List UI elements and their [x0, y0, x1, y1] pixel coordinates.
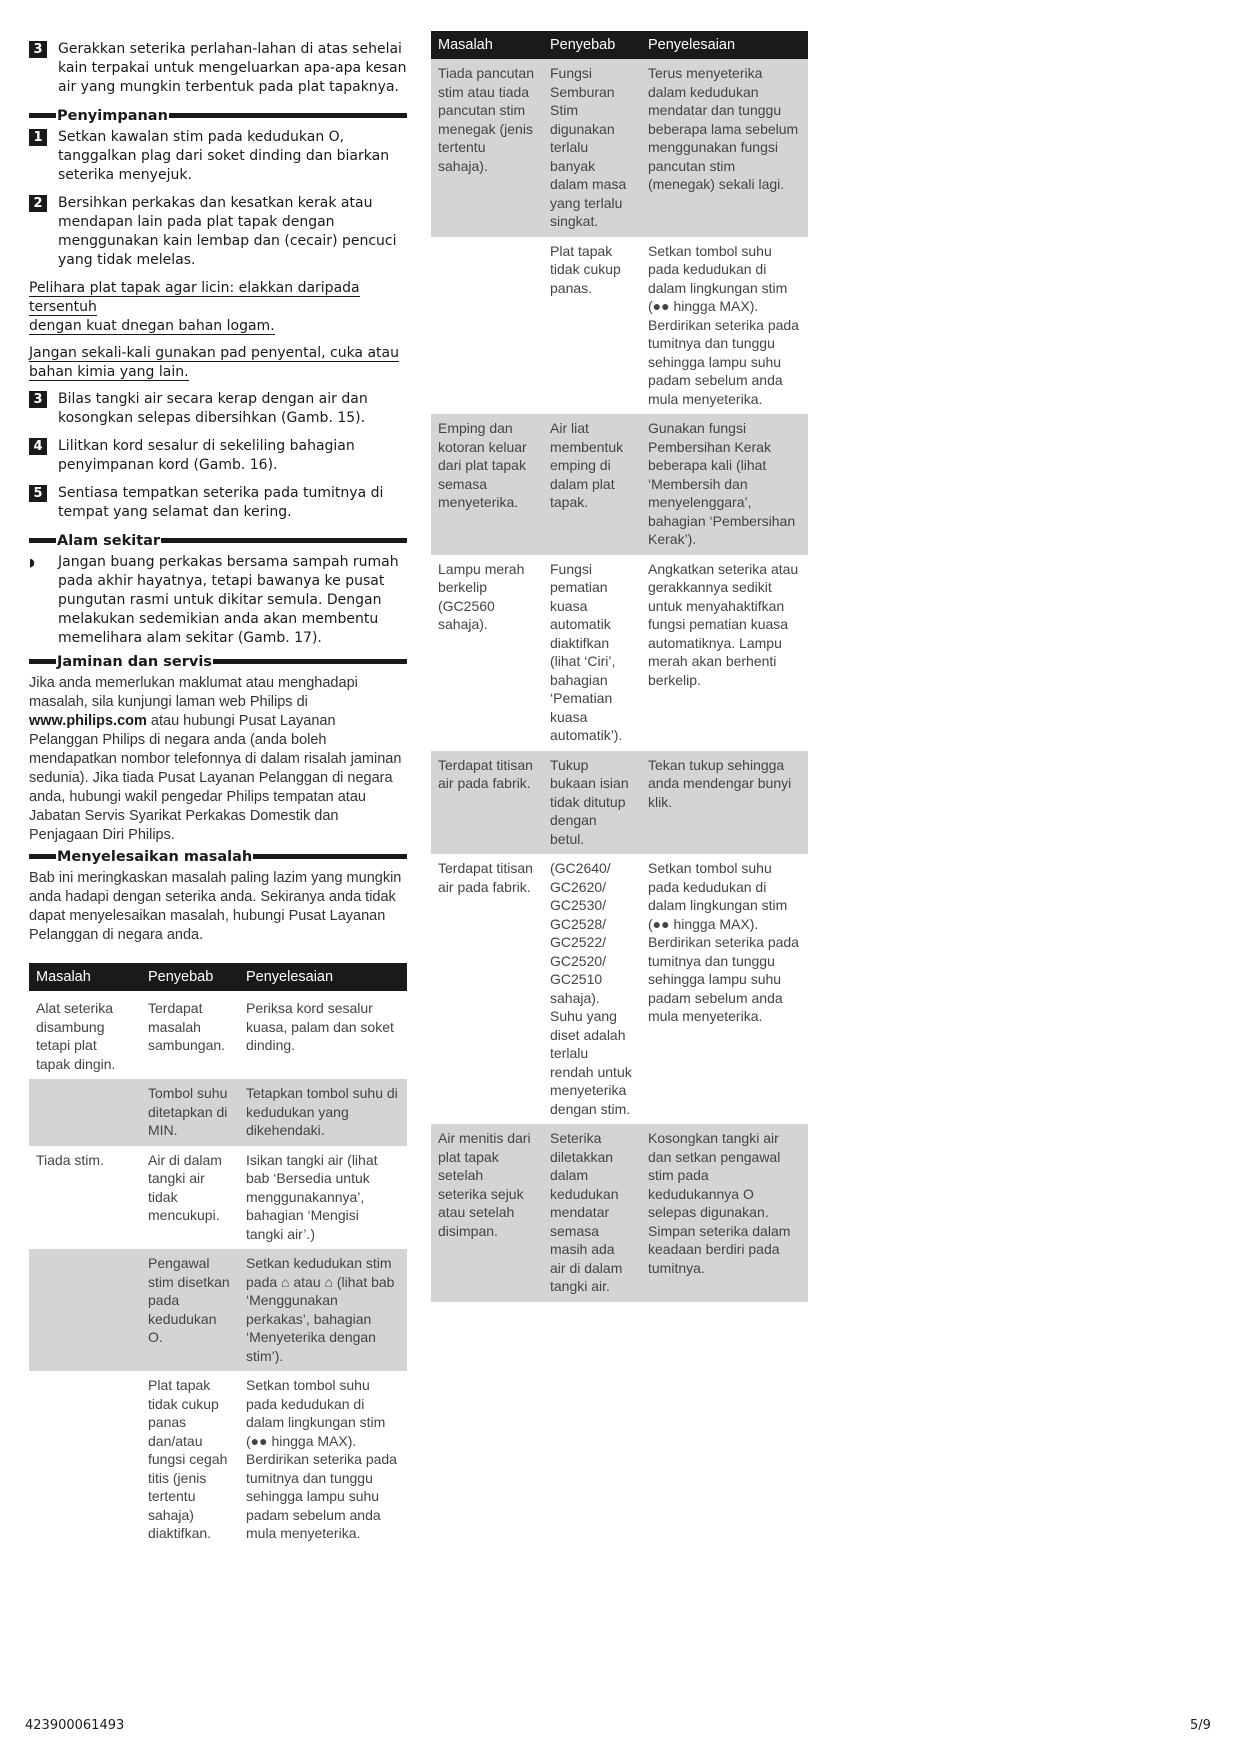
- cell-penyebab: Fungsi Semburan Stim digunakan terlalu banyak dalam masa yang terlalu singkat.: [543, 59, 641, 237]
- cell-penyebab: Air liat membentuk emping di dalam plat tapak.: [543, 414, 641, 555]
- header-masalah: Masalah: [29, 963, 141, 993]
- cell-penyelesaian: Setkan tombol suhu pada kedudukan di dalam lingkungan stim (●● hingga MAX). Berdirikan seterika pada tumitnya dan tunggu sehingga lampu suhu padam sebelum anda mula menyeterika.: [648, 860, 799, 1024]
- step-1: [29, 128, 407, 185]
- heading-bar: [29, 538, 56, 543]
- cell-masalah: [29, 1371, 141, 1549]
- step-5: [29, 484, 407, 522]
- step-number: 3: [29, 41, 47, 58]
- table-row: [431, 237, 808, 415]
- cell-masalah: Terdapat titisan air pada fabrik.: [438, 860, 533, 895]
- troubleshooting-table-right: [431, 31, 808, 1302]
- step-number: 5: [29, 485, 47, 502]
- bullet-icon: ◗: [29, 556, 35, 569]
- cell-penyebab: Air di dalam tangki air tidak mencukupi.: [148, 1151, 222, 1223]
- step-3: [29, 390, 407, 428]
- heading-text: Jaminan dan servis: [57, 653, 212, 670]
- step-text: Setkan kawalan stim pada kedudukan O, tanggalkan plag dari soket dinding dan biarkan seterika menyejuk.: [58, 129, 390, 183]
- cell-penyebab: Pengawal stim disetkan pada kedudukan O.: [141, 1249, 239, 1371]
- note-line: Jangan sekali-kali gunakan pad penyental, cuka atau: [29, 345, 399, 361]
- section-heading-penyimpanan: [29, 106, 407, 125]
- left-column: [29, 40, 407, 1549]
- table-row: [29, 993, 407, 1080]
- note-line: Pelihara plat tapak agar licin: elakkan daripada tersentuh: [29, 280, 360, 315]
- note-line: bahan kimia yang lain.: [29, 364, 189, 380]
- header-penyebab: Penyebab: [543, 31, 641, 59]
- cell-penyelesaian: Isikan tangki air (lihat bab ‘Bersedia untuk menggunakannya’, bahagian ‘Mengisi tangki air’.): [246, 1151, 378, 1242]
- header-penyebab: Penyebab: [141, 963, 239, 993]
- table-row: [29, 1371, 407, 1549]
- header-penyelesaian: Penyelesaian: [239, 963, 407, 993]
- heading-bar: [213, 659, 407, 664]
- cell-penyebab: Terdapat masalah sambungan.: [141, 993, 239, 1080]
- step-text: Bersihkan perkakas dan kesatkan kerak atau mendapan lain pada plat tapak dengan menggunakan kain lembap dan (cecair) pencuci yang tidak melelas.: [58, 195, 397, 268]
- troubleshooting-table-left: [29, 963, 407, 1549]
- heading-text: Penyimpanan: [57, 107, 168, 124]
- cell-penyelesaian: Terus menyeterika dalam kedudukan mendatar dan tunggu beberapa lama sebelum menggunakan fungsi pancutan stim (menegak) sekali lagi.: [641, 59, 808, 237]
- cell-masalah: [29, 1079, 141, 1146]
- cell-penyebab: Tukup bukaan isian tidak ditutup dengan betul.: [543, 751, 641, 855]
- step-2: [29, 194, 407, 270]
- bullet-text: Jangan buang perkakas bersama sampah rumah pada akhir hayatnya, tetapi bawanya ke pusat pungutan rasmi untuk dikitar semula. Dengan melakukan sedemikian anda akan membentu memelihara alam sekitar (Gamb. 17).: [58, 554, 399, 646]
- section-heading-alam-sekitar: [29, 531, 407, 550]
- cell-masalah: Air menitis dari plat tapak setelah seterika sejuk atau setelah disimpan.: [431, 1124, 543, 1302]
- note-scouring: [29, 344, 407, 382]
- cell-masalah: Terdapat titisan air pada fabrik.: [431, 751, 543, 855]
- cell-penyelesaian: Tetapkan tombol suhu di kedudukan yang dikehendaki.: [239, 1079, 407, 1146]
- step-number: 4: [29, 438, 47, 455]
- heading-text: Alam sekitar: [57, 532, 161, 549]
- note-soleplate: [29, 279, 407, 336]
- step-text: Bilas tangki air secara kerap dengan air dan kosongkan selepas dibersihkan (Gamb. 15).: [58, 391, 368, 426]
- step-text: Sentiasa tempatkan seterika pada tumitnya di tempat yang selamat dan kering.: [58, 485, 384, 520]
- troubleshooting-intro: Bab ini meringkaskan masalah paling lazim yang mungkin anda hadapi dengan seterika anda. Sekiranya anda tidak dapat menyelesaikan masalah, hubungi Pusat Layanan Pelanggan di negara anda.: [29, 870, 402, 943]
- cell-masalah: [431, 237, 543, 415]
- heading-bar: [29, 113, 56, 118]
- heading-bar: [161, 538, 407, 543]
- heading-bar: [169, 113, 407, 118]
- table-row: [431, 555, 808, 751]
- table-row: [431, 59, 808, 237]
- warranty-paragraph: [29, 674, 407, 845]
- bullet-environment: [29, 553, 407, 648]
- note-line: dengan kuat dnegan bahan logam.: [29, 318, 275, 334]
- cell-penyelesaian: Setkan tombol suhu pada kedudukan di dalam lingkungan stim (●● hingga MAX). Berdirikan seterika pada tumitnya dan tunggu sehingga lampu suhu padam sebelum anda mula menyeterika.: [648, 242, 799, 407]
- step-text: Lilitkan kord sesalur di sekeliling bahagian penyimpanan kord (Gamb. 16).: [58, 438, 355, 473]
- section-heading-masalah: [29, 847, 407, 866]
- table-row: [431, 854, 808, 1124]
- step-number: 1: [29, 129, 47, 146]
- table-row: [431, 414, 808, 555]
- header-penyelesaian: Penyelesaian: [641, 31, 808, 59]
- table-row: [29, 1079, 407, 1146]
- step-4: [29, 437, 407, 475]
- philips-website-link[interactable]: www.philips.com: [29, 713, 147, 729]
- step-number: 2: [29, 195, 47, 212]
- section-heading-jaminan: [29, 652, 407, 671]
- cell-penyelesaian: Tekan tukup sehingga anda mendengar bunyi klik.: [641, 751, 808, 855]
- heading-bar: [29, 659, 56, 664]
- cell-masalah: Lampu merah berkelip (GC2560 sahaja).: [438, 560, 525, 632]
- cell-penyebab: Seterika diletakkan dalam kedudukan mendatar semasa masih ada air di dalam tangki air.: [543, 1124, 641, 1302]
- cell-masalah: Alat seterika disambung tetapi plat tapak dingin.: [29, 993, 141, 1080]
- page-number: 5/9: [1190, 1718, 1211, 1733]
- cell-masalah: Emping dan kotoran keluar dari plat tapak semasa menyeterika.: [431, 414, 543, 555]
- cell-masalah: Tiada stim.: [36, 1151, 104, 1168]
- warranty-text-post: atau hubungi Pusat Layanan Pelanggan Philips di negara anda (anda boleh mendapatkan nombor telefonnya di dalam risalah jaminan sedunia). Jika tiada Pusat Layanan Pelanggan di negara anda, hubungi wakil pengedar Philips tempatan atau Jabatan Servis Syarikat Perkakas Domestik dan Penjagaan Diri Philips.: [29, 713, 402, 843]
- cell-penyelesaian: Gunakan fungsi Pembersihan Kerak beberapa kali (lihat ‘Membersih dan menyelenggara’, bahagian ‘Pembersihan Kerak’).: [641, 414, 808, 555]
- cell-penyebab: (GC2640/ GC2620/ GC2530/ GC2528/ GC2522/ GC2520/ GC2510 sahaja). Suhu yang diset adalah terlalu rendah untuk menyeterika dengan stim.: [550, 860, 632, 1117]
- heading-text: Menyelesaikan masalah: [57, 848, 253, 865]
- right-column: [431, 31, 808, 1302]
- table-row: [431, 1124, 808, 1302]
- cell-penyelesaian: Kosongkan tangki air dan setkan pengawal stim pada kedudukannya O selepas digunakan. Simpan seterika dalam keadaan berdiri pada tumitnya.: [641, 1124, 808, 1302]
- warranty-text-pre: Jika anda memerlukan maklumat atau menghadapi masalah, sila kunjungi laman web Philips di: [29, 675, 358, 710]
- cell-penyebab: Fungsi pematian kuasa automatik diaktifkan (lihat ‘Ciri’, bahagian ‘Pematian kuasa automatik’).: [550, 560, 623, 743]
- cell-penyelesaian: Periksa kord sesalur kuasa, palam dan soket dinding.: [239, 993, 407, 1080]
- heading-bar: [29, 854, 56, 859]
- heading-bar: [253, 854, 407, 859]
- table-header-row: [431, 31, 808, 59]
- cell-penyebab: Plat tapak tidak cukup panas.: [550, 242, 621, 296]
- cell-masalah: [29, 1249, 141, 1371]
- cell-masalah: Tiada pancutan stim atau tiada pancutan stim menegak (jenis tertentu sahaja).: [431, 59, 543, 237]
- step-move-iron: [29, 40, 407, 97]
- table-row: [431, 751, 808, 855]
- cell-penyelesaian: Angkatkan seterika atau gerakkannya sedikit untuk menyahaktifkan fungsi pematian kuasa automatiknya. Lampu merah akan berhenti berkelip.: [648, 560, 799, 688]
- cell-penyebab: Tombol suhu ditetapkan di MIN.: [141, 1079, 239, 1146]
- document-code: 423900061493: [25, 1718, 125, 1733]
- table-row: [29, 1146, 407, 1250]
- step-number: 3: [29, 391, 47, 408]
- step-text: Gerakkan seterika perlahan-lahan di atas sehelai kain terpakai untuk mengeluarkan apa-apa kesan air yang mungkin terbentuk pada plat tapaknya.: [58, 41, 407, 95]
- header-masalah: Masalah: [431, 31, 543, 59]
- cell-penyelesaian: Setkan tombol suhu pada kedudukan di dalam lingkungan stim (●● hingga MAX). Berdirikan seterika pada tumitnya dan tunggu sehingga lampu suhu padam sebelum anda mula menyeterika.: [246, 1377, 397, 1541]
- cell-penyelesaian: Setkan kedudukan stim pada ⌂ atau ⌂ (lihat bab ‘Menggunakan perkakas’, bahagian ‘Menyeterika dengan stim’).: [239, 1249, 407, 1371]
- cell-penyebab: Plat tapak tidak cukup panas dan/atau fungsi cegah titis (jenis tertentu sahaja) diaktifkan.: [148, 1377, 228, 1541]
- table-row: [29, 1249, 407, 1371]
- table-header-row: [29, 963, 407, 993]
